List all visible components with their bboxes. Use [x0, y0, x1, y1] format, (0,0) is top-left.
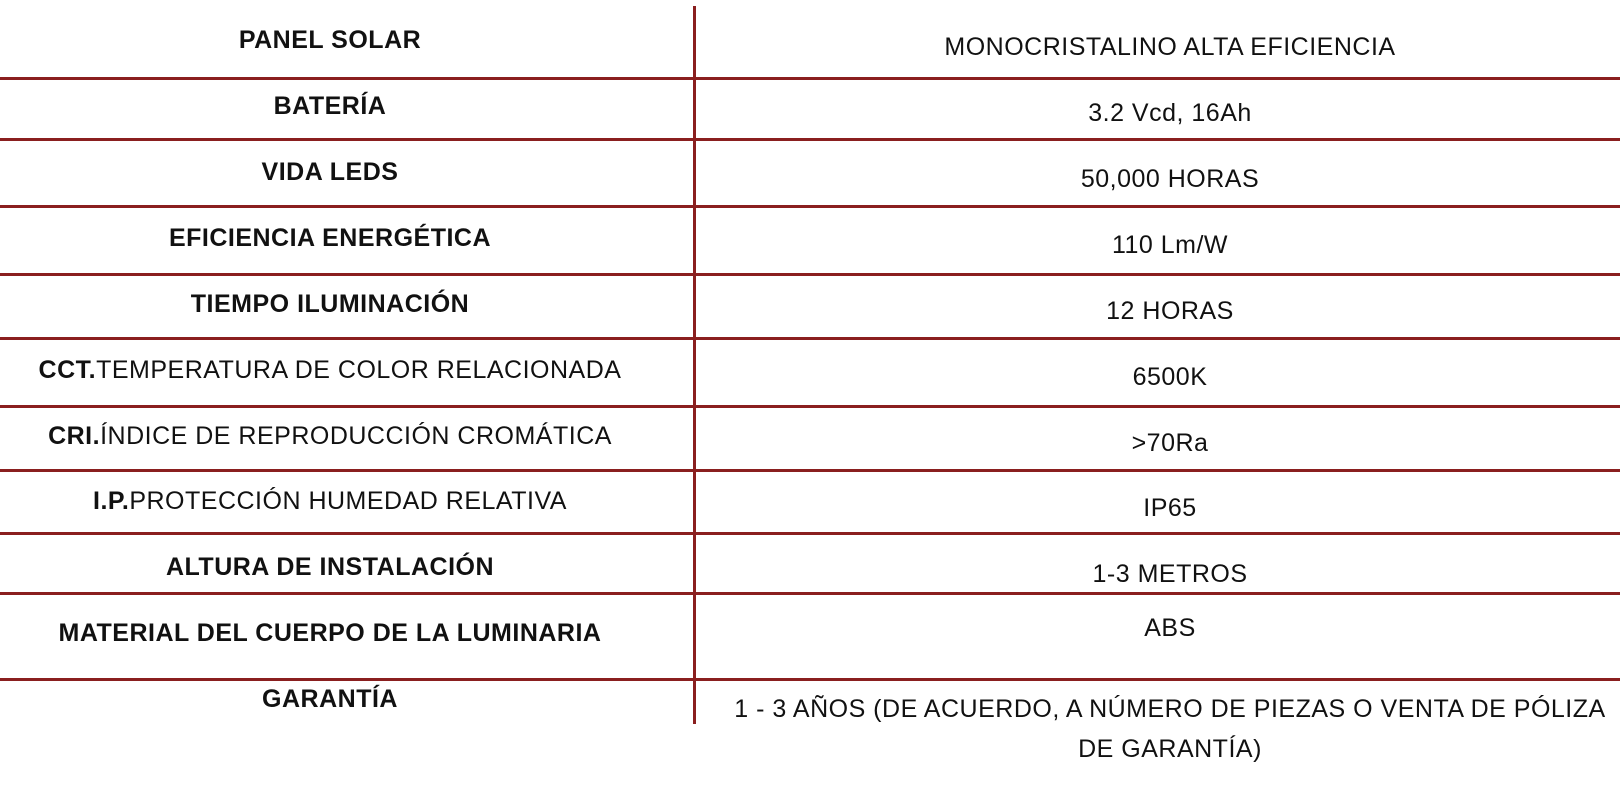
- label-bold: CCT.: [38, 356, 97, 384]
- spec-label-cct: [0, 350, 660, 390]
- label-bold: PANEL SOLAR: [238, 26, 422, 54]
- spec-value-tiempo-iluminacion: 12 HORAS: [1106, 297, 1234, 325]
- row-divider: [0, 405, 1620, 408]
- label-bold: ALTURA DE INSTALACIÓN: [165, 553, 495, 581]
- spec-label-bateria: [0, 86, 660, 126]
- spec-label-ip: [0, 481, 660, 521]
- spec-value-eficiencia: 110 Lm/W: [1111, 231, 1229, 259]
- spec-label-eficiencia: [0, 218, 660, 258]
- label-bold: EFICIENCIA ENERGÉTICA: [168, 224, 492, 252]
- column-divider: [693, 6, 696, 724]
- spec-label-panel-solar: [0, 20, 660, 60]
- row-divider: [0, 273, 1620, 276]
- spec-value-vida-leds: 50,000 HORAS: [1080, 165, 1260, 193]
- label-bold: GARANTÍA: [262, 685, 398, 713]
- row-divider: [0, 77, 1620, 80]
- spec-value-material: ABS: [1144, 614, 1196, 642]
- label-bold: TIEMPO ILUMINACIÓN: [190, 290, 470, 318]
- spec-label-material: [0, 613, 660, 653]
- spec-label-garantia: [0, 679, 660, 719]
- spec-value-garantia: 1 - 3 AÑOS (DE ACUERDO, A NÚMERO DE PIEZAS O VENTA DE PÓLIZA DE GARANTÍA): [734, 695, 1606, 763]
- row-divider: [0, 337, 1620, 340]
- spec-value-ip: IP65: [1143, 494, 1197, 522]
- spec-label-cri: [0, 416, 660, 456]
- label-bold: VIDA LEDS: [261, 158, 399, 186]
- row-divider: [0, 205, 1620, 208]
- label-bold: CRI.: [48, 422, 101, 450]
- label-rest: ÍNDICE DE REPRODUCCIÓN CROMÁTICA: [100, 422, 612, 450]
- label-bold: MATERIAL DEL CUERPO DE LA LUMINARIA: [58, 619, 602, 647]
- spec-value-panel-solar: MONOCRISTALINO ALTA EFICIENCIA: [944, 33, 1396, 61]
- spec-value-cri: >70Ra: [1131, 429, 1209, 457]
- label-rest: PROTECCIÓN HUMEDAD RELATIVA: [129, 487, 567, 515]
- label-rest: TEMPERATURA DE COLOR RELACIONADA: [96, 356, 622, 384]
- row-divider: [0, 532, 1620, 535]
- spec-value-cct: 6500K: [1132, 363, 1208, 391]
- spec-label-vida-leds: [0, 152, 660, 192]
- spec-label-tiempo-iluminacion: [0, 284, 660, 324]
- row-divider: [0, 138, 1620, 141]
- label-bold: I.P.: [93, 487, 130, 515]
- row-divider: [0, 469, 1620, 472]
- spec-label-altura: [0, 547, 660, 587]
- spec-value-altura: 1-3 METROS: [1092, 560, 1248, 588]
- spec-value-bateria: 3.2 Vcd, 16Ah: [1088, 99, 1252, 127]
- label-bold: BATERÍA: [273, 92, 387, 120]
